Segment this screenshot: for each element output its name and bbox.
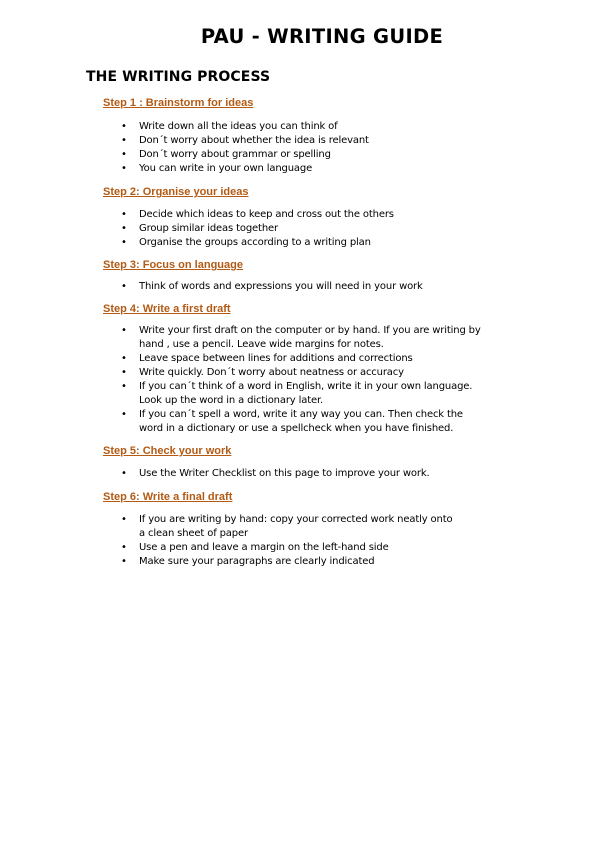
page-title: PAU - WRITING GUIDE bbox=[200, 25, 444, 48]
list-item-text: Organise the groups according to a writing plan bbox=[139, 237, 371, 248]
bullet-icon: • bbox=[121, 514, 127, 525]
list-item bbox=[103, 513, 523, 541]
list-item bbox=[103, 380, 523, 408]
step-list bbox=[103, 324, 523, 436]
list-item-text: Decide which ideas to keep and cross out the others bbox=[139, 209, 394, 220]
list-item bbox=[103, 352, 523, 366]
bullet-icon: • bbox=[121, 325, 127, 336]
step-section bbox=[103, 258, 523, 294]
list-item-text: Use the Writer Checklist on this page to improve your work. bbox=[139, 468, 430, 479]
bullet-icon: • bbox=[121, 542, 127, 553]
list-item bbox=[103, 280, 523, 294]
list-item-text: a clean sheet of paper bbox=[139, 528, 248, 539]
list-item bbox=[103, 408, 523, 436]
bullet-icon: • bbox=[121, 223, 127, 234]
step-heading: Step 3: Focus on language bbox=[103, 259, 243, 271]
list-item-text: Use a pen and leave a margin on the left-hand side bbox=[139, 542, 389, 553]
step-heading: Step 1 : Brainstorm for ideas bbox=[103, 97, 254, 109]
list-item-text: word in a dictionary or use a spellcheck when you have finished. bbox=[139, 423, 454, 434]
list-item-text: Look up the word in a dictionary later. bbox=[139, 395, 324, 406]
list-item-text: Write your first draft on the computer or by hand. If you are writing by bbox=[139, 325, 481, 336]
list-item-text: If you can´t spell a word, write it any way you can. Then check the bbox=[139, 409, 463, 420]
bullet-icon: • bbox=[121, 353, 127, 364]
list-item-text: Don´t worry about whether the idea is relevant bbox=[139, 135, 369, 146]
list-item-text: Don´t worry about grammar or spelling bbox=[139, 149, 331, 160]
bullet-icon: • bbox=[121, 281, 127, 292]
bullet-icon: • bbox=[121, 237, 127, 248]
bullet-icon: • bbox=[121, 209, 127, 220]
list-item bbox=[103, 467, 523, 481]
step-section bbox=[103, 490, 523, 569]
bullet-icon: • bbox=[121, 135, 127, 146]
list-item bbox=[103, 148, 523, 162]
step-section bbox=[103, 96, 523, 176]
step-heading: Step 4: Write a first draft bbox=[103, 303, 231, 315]
step-section bbox=[103, 185, 523, 250]
list-item-text: Make sure your paragraphs are clearly indicated bbox=[139, 556, 375, 567]
list-item bbox=[103, 162, 523, 176]
list-item bbox=[103, 120, 523, 134]
list-item bbox=[103, 555, 523, 569]
list-item-text: You can write in your own language bbox=[139, 163, 313, 174]
bullet-icon: • bbox=[121, 367, 127, 378]
bullet-icon: • bbox=[121, 468, 127, 479]
list-item bbox=[103, 366, 523, 380]
step-list bbox=[103, 280, 523, 294]
list-item-text: Group similar ideas together bbox=[139, 223, 278, 234]
bullet-icon: • bbox=[121, 149, 127, 160]
step-heading: Step 5: Check your work bbox=[103, 445, 232, 457]
list-item-text: Think of words and expressions you will need in your work bbox=[139, 281, 423, 292]
list-item-text: Leave space between lines for additions and corrections bbox=[139, 353, 413, 364]
list-item bbox=[103, 134, 523, 148]
bullet-icon: • bbox=[121, 163, 127, 174]
list-item bbox=[103, 236, 523, 250]
list-item bbox=[103, 208, 523, 222]
step-heading: Step 2: Organise your ideas bbox=[103, 186, 249, 198]
bullet-icon: • bbox=[121, 556, 127, 567]
step-section bbox=[103, 302, 523, 436]
step-list bbox=[103, 208, 523, 250]
list-item bbox=[103, 324, 523, 352]
section-heading: THE WRITING PROCESS bbox=[86, 69, 271, 85]
step-list bbox=[103, 513, 523, 569]
list-item bbox=[103, 541, 523, 555]
step-section bbox=[103, 444, 523, 481]
list-item-text: Write quickly. Don´t worry about neatness or accuracy bbox=[139, 367, 404, 378]
list-item-text: If you can´t think of a word in English, write it in your own language. bbox=[139, 381, 473, 392]
bullet-icon: • bbox=[121, 381, 127, 392]
step-list bbox=[103, 467, 523, 481]
list-item bbox=[103, 222, 523, 236]
bullet-icon: • bbox=[121, 121, 127, 132]
list-item-text: hand , use a pencil. Leave wide margins for notes. bbox=[139, 339, 384, 350]
step-heading: Step 6: Write a final draft bbox=[103, 491, 233, 503]
step-list bbox=[103, 120, 523, 176]
steps-container bbox=[103, 96, 523, 569]
list-item-text: If you are writing by hand: copy your corrected work neatly onto bbox=[139, 514, 453, 525]
list-item-text: Write down all the ideas you can think of bbox=[139, 121, 338, 132]
bullet-icon: • bbox=[121, 409, 127, 420]
